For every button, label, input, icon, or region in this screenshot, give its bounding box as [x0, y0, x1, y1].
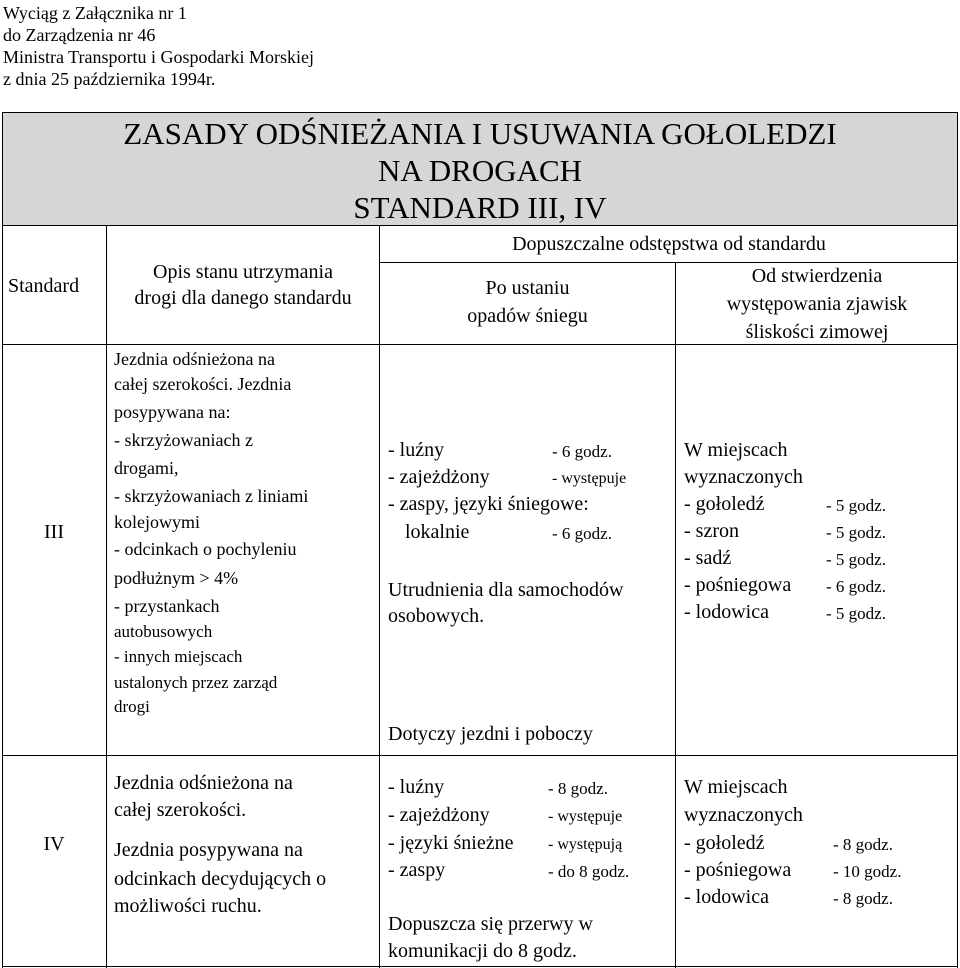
- row4-od-label: - pośniegowa: [684, 859, 792, 881]
- row3-od-intro: W miejscach: [684, 439, 788, 461]
- header-od-line-2: występowania zjawisk: [726, 293, 908, 315]
- row4-opis-line: całej szerokości.: [114, 799, 247, 821]
- row4-po-label: - luźny: [388, 776, 445, 798]
- row4-po-note: komunikacji do 8 godz.: [388, 940, 577, 962]
- row3-opis-line: kolejowymi: [114, 512, 200, 532]
- title-line-3: STANDARD III, IV: [353, 190, 607, 225]
- header-od-line-3: śliskości zimowej: [745, 321, 889, 343]
- row3-od-label: - gołoledź: [684, 493, 765, 515]
- row3-po-value: - 6 godz.: [552, 442, 612, 461]
- row3-od-value: - 5 godz.: [826, 523, 886, 542]
- row3-od-label: - szron: [684, 520, 739, 542]
- row4-od-intro: W miejscach: [684, 776, 788, 798]
- header-po-line-2: opadów śniegu: [467, 305, 588, 327]
- title-line-1: ZASADY ODŚNIEŻANIA I USUWANIA GOŁOLEDZI: [123, 116, 837, 151]
- header-dopuszczalne: Dopuszczalne odstępstwa od standardu: [512, 233, 826, 255]
- row3-od-intro: wyznaczonych: [684, 466, 803, 488]
- row3-opis-line: - przystankach: [114, 596, 220, 616]
- row3-opis-line: autobusowych: [114, 622, 213, 641]
- header-od-line-1: Od stwierdzenia: [751, 265, 883, 287]
- row4-standard: IV: [43, 833, 65, 855]
- row4-po-label: - języki śnieżne: [388, 832, 514, 854]
- row3-od-value: - 5 godz.: [826, 496, 886, 515]
- preamble-line-2: do Zarządzenia nr 46: [3, 25, 156, 45]
- row3-od-label: - pośniegowa: [684, 574, 792, 596]
- row3-po-note: Utrudnienia dla samochodów: [388, 579, 624, 601]
- row4-od-label: - gołoledź: [684, 832, 765, 854]
- row3-opis-line: - odcinkach o pochyleniu: [114, 539, 297, 559]
- row4-po-value: - 8 godz.: [548, 779, 608, 798]
- header-po-line-1: Po ustaniu: [485, 277, 570, 299]
- row4-po-note: Dopuszcza się przerwy w: [388, 913, 593, 935]
- row4-od-intro: wyznaczonych: [684, 804, 803, 826]
- row3-od-value: - 6 godz.: [826, 577, 886, 596]
- row4-opis-line: Jezdnia odśnieżona na: [114, 772, 293, 794]
- row3-od-value: - 5 godz.: [826, 550, 886, 569]
- row3-opis-line: - skrzyżowaniach z liniami: [114, 486, 309, 506]
- row4-po-label: - zajeżdżony: [388, 804, 490, 826]
- header-opis-line-1: Opis stanu utrzymania: [153, 261, 333, 283]
- row4-opis-line: Jezdnia posypywana na: [114, 839, 303, 861]
- header-opis-line-2: drogi dla danego standardu: [134, 287, 352, 309]
- row4-od-value: - 8 godz.: [833, 889, 893, 908]
- row3-po-note: osobowych.: [388, 605, 485, 627]
- row4-opis-line: możliwości ruchu.: [114, 895, 262, 917]
- row3-po-label: - zaspy, języki śniegowe:: [388, 493, 589, 515]
- row3-po-label: - zajeżdżony: [388, 466, 490, 488]
- preamble-line-1: Wyciąg z Załącznika nr 1: [3, 3, 187, 23]
- row3-opis-line: całej szerokości. Jezdnia: [114, 374, 292, 394]
- row4-od-value: - 10 godz.: [833, 862, 902, 881]
- row3-opis-line: - innych miejscach: [114, 647, 243, 666]
- row4-po-value: - występuje: [548, 808, 623, 825]
- row4-po-label: - zaspy: [388, 859, 446, 881]
- row3-od-label: - sadź: [684, 547, 732, 569]
- row3-po-label: - luźny: [388, 439, 445, 461]
- row4-od-value: - 8 godz.: [833, 835, 893, 854]
- row4-po-value: - do 8 godz.: [548, 862, 630, 881]
- preamble-line-3: Ministra Transportu i Gospodarki Morskiej: [3, 47, 315, 67]
- row3-po-footer: Dotyczy jezdni i poboczy: [388, 723, 593, 745]
- row3-opis-line: Jezdnia odśnieżona na: [114, 349, 275, 369]
- header-standard: Standard: [8, 275, 80, 297]
- row3-standard: III: [44, 521, 64, 543]
- row3-opis-line: ustalonych przez zarząd: [114, 673, 278, 692]
- row4-po-value: - występują: [548, 836, 623, 853]
- title-line-2: NA DROGACH: [377, 153, 583, 188]
- row3-od-value: - 5 godz.: [826, 604, 886, 623]
- row3-opis-line: drogi: [114, 697, 150, 716]
- row3-po-label: lokalnie: [405, 521, 470, 543]
- row3-opis-line: - skrzyżowaniach z: [114, 430, 253, 450]
- row3-opis-line: posypywana na:: [114, 402, 231, 422]
- row3-opis-line: podłużnym > 4%: [114, 568, 239, 588]
- row3-opis-line: drogami,: [114, 458, 179, 478]
- row3-od-label: - lodowica: [684, 601, 769, 623]
- row3-po-value: - 6 godz.: [552, 524, 612, 543]
- row4-opis-line: odcinkach decydujących o: [114, 868, 327, 890]
- row4-od-label: - lodowica: [684, 886, 769, 908]
- row3-po-value: - występuje: [552, 470, 627, 487]
- preamble-line-4: z dnia 25 października 1994r.: [3, 69, 216, 89]
